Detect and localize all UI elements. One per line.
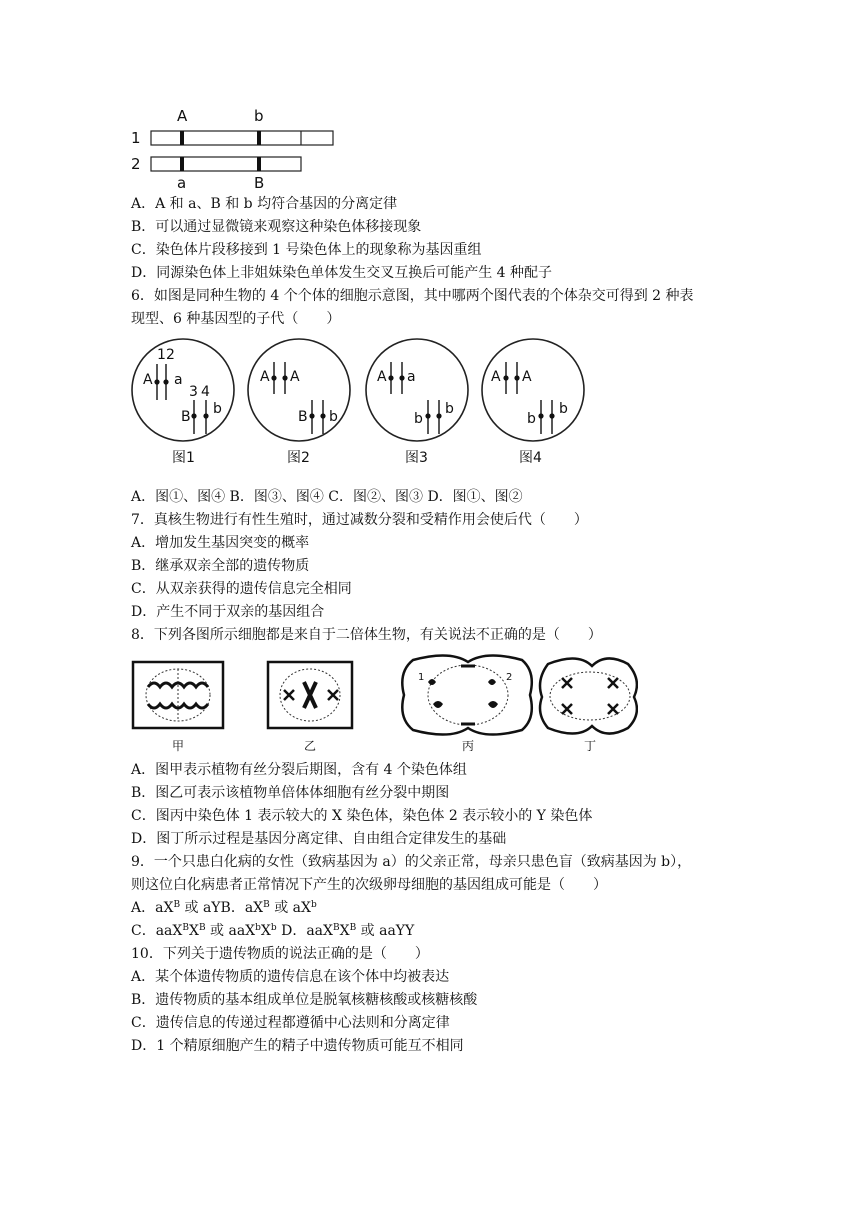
q8-option-a: A．图甲表示植物有丝分裂后期图，含有 4 个染色体组	[131, 762, 467, 778]
cell1-gene-4: b	[213, 401, 222, 417]
cell3-gene-2: a	[407, 369, 416, 385]
chromosome-2-bar	[151, 157, 301, 171]
locus-A-band	[180, 131, 184, 145]
q6-options: A．图①、图④ B．图③、图④ C．图②、图③ D．图①、图②	[131, 489, 523, 505]
q10-option-a: A．某个体遗传物质的遗传信息在该个体中均被表达	[131, 969, 450, 985]
caption-yi: 乙	[304, 739, 317, 753]
q6-stem-line2: 现型、6 种基因型的子代（ ）	[131, 311, 341, 327]
cell-yi	[268, 662, 352, 728]
q10-option-b: B．遗传物质的基本组成单位是脱氧核糖核酸或核糖核酸	[131, 992, 478, 1008]
bing-label-1: 1	[418, 672, 425, 683]
q7-option-d: D．产生不同于双亲的基因组合	[131, 604, 325, 620]
cell3-gene-4: b	[445, 401, 454, 417]
gene-label-A: A	[177, 107, 188, 125]
caption-fig1: 图1	[172, 450, 195, 466]
cell-jia	[133, 662, 223, 728]
q7-stem: 7．真核生物进行有性生殖时，通过减数分裂和受精作用会使后代（ ）	[131, 512, 588, 528]
cell-bing	[402, 655, 532, 734]
gene-label-b: b	[254, 107, 264, 125]
locus-b-band	[257, 131, 261, 145]
q5-option-c: C．染色体片段移接到 1 号染色体上的现象称为基因重组	[131, 242, 482, 258]
cell3-gene-3: b	[414, 411, 423, 427]
cell4-gene-3: b	[527, 411, 536, 427]
caption-fig4: 图4	[519, 450, 542, 466]
cell-2	[248, 339, 350, 441]
q7-option-a: A．增加发生基因突变的概率	[131, 535, 310, 551]
cell1-number-3: 3	[189, 384, 198, 400]
gene-label-a: a	[177, 174, 187, 192]
cell3-gene-1: A	[377, 369, 387, 385]
q9-stem-line1: 9．一个只患白化病的女性（致病基因为 a）的父亲正常，母亲只患色盲（致病基因为 b），	[131, 854, 692, 870]
caption-fig2: 图2	[287, 450, 310, 466]
q5-option-d: D．同源染色体上非姐妹染色单体发生交叉互换后可能产生 4 种配子	[131, 265, 553, 281]
q8-option-d: D．图丁所示过程是基因分离定律、自由组合定律发生的基础	[131, 831, 507, 847]
q8-option-c: C．图丙中染色体 1 表示较大的 X 染色体，染色体 2 表示较小的 Y 染色体	[131, 808, 593, 824]
gene-label-B: B	[254, 174, 265, 192]
bing-label-2: 2	[506, 672, 513, 683]
cell1-number-2: 2	[166, 347, 175, 363]
q6-stem-line1: 6．如图是同种生物的 4 个个体的细胞示意图，其中哪两个图代表的个体杂交可得到 2 种表	[131, 288, 694, 304]
caption-ding: 丁	[584, 739, 597, 753]
chromosome-1-bar	[151, 131, 333, 145]
four-cells-figure	[128, 338, 598, 476]
q7-option-b: B．继承双亲全部的遗传物质	[131, 558, 310, 574]
q8-option-b: B．图乙可表示该植物单倍体体细胞有丝分裂中期图	[131, 785, 450, 801]
q10-option-c: C．遗传信息的传递过程都遵循中心法则和分离定律	[131, 1015, 450, 1031]
cell-3	[366, 339, 468, 441]
cell2-gene-2: A	[290, 369, 300, 385]
caption-bing: 丙	[462, 739, 475, 753]
chromosome-translocation-figure	[125, 104, 340, 192]
cell1-number-4: 4	[201, 384, 210, 400]
cell1-gene-1: A	[143, 372, 153, 388]
caption-fig3: 图3	[405, 450, 428, 466]
cell2-gene-1: A	[260, 369, 270, 385]
q10-stem: 10．下列关于遗传物质的说法正确的是（ ）	[131, 946, 429, 962]
chromosome-1-number: 1	[131, 129, 141, 147]
cell4-gene-4: b	[559, 401, 568, 417]
cell1-gene-2: a	[174, 372, 183, 388]
cell-division-figures	[128, 652, 638, 756]
q9-options-ab: A．$aX^B$ 或 aYB．$aX^B$ 或 $aX^b$	[131, 900, 317, 916]
chromosome-2-number: 2	[131, 155, 141, 173]
cell1-number-1: 1	[157, 347, 166, 363]
cell1-gene-3: B	[181, 409, 191, 425]
caption-jia: 甲	[172, 739, 185, 753]
locus-a-band	[180, 157, 184, 171]
locus-B-band	[257, 157, 261, 171]
cell4-gene-1: A	[491, 369, 501, 385]
cell-ding	[540, 658, 637, 733]
cell2-gene-3: B	[298, 409, 308, 425]
q7-option-c: C．从双亲获得的遗传信息完全相同	[131, 581, 352, 597]
q10-option-d: D．1 个精原细胞产生的精子中遗传物质可能互不相同	[131, 1038, 464, 1054]
q9-stem-line2: 则这位白化病患者正常情况下产生的次级卵母细胞的基因组成可能是（ ）	[131, 877, 607, 893]
cell-4	[482, 339, 584, 441]
q5-option-b: B．可以通过显微镜来观察这种染色体移接现象	[131, 219, 422, 235]
cell2-gene-4: b	[329, 409, 338, 425]
cell-1	[132, 339, 234, 441]
q8-stem: 8．下列各图所示细胞都是来自于二倍体生物，有关说法不正确的是（ ）	[131, 627, 602, 643]
q5-option-a: A．A 和 a、B 和 b 均符合基因的分离定律	[131, 196, 398, 212]
q9-options-cd: C．$aaX^BX^B$ 或 $aaX^bX^b$ D．$aaX^BX^B$ 或 aaYY	[131, 923, 415, 939]
cell4-gene-2: A	[522, 369, 532, 385]
